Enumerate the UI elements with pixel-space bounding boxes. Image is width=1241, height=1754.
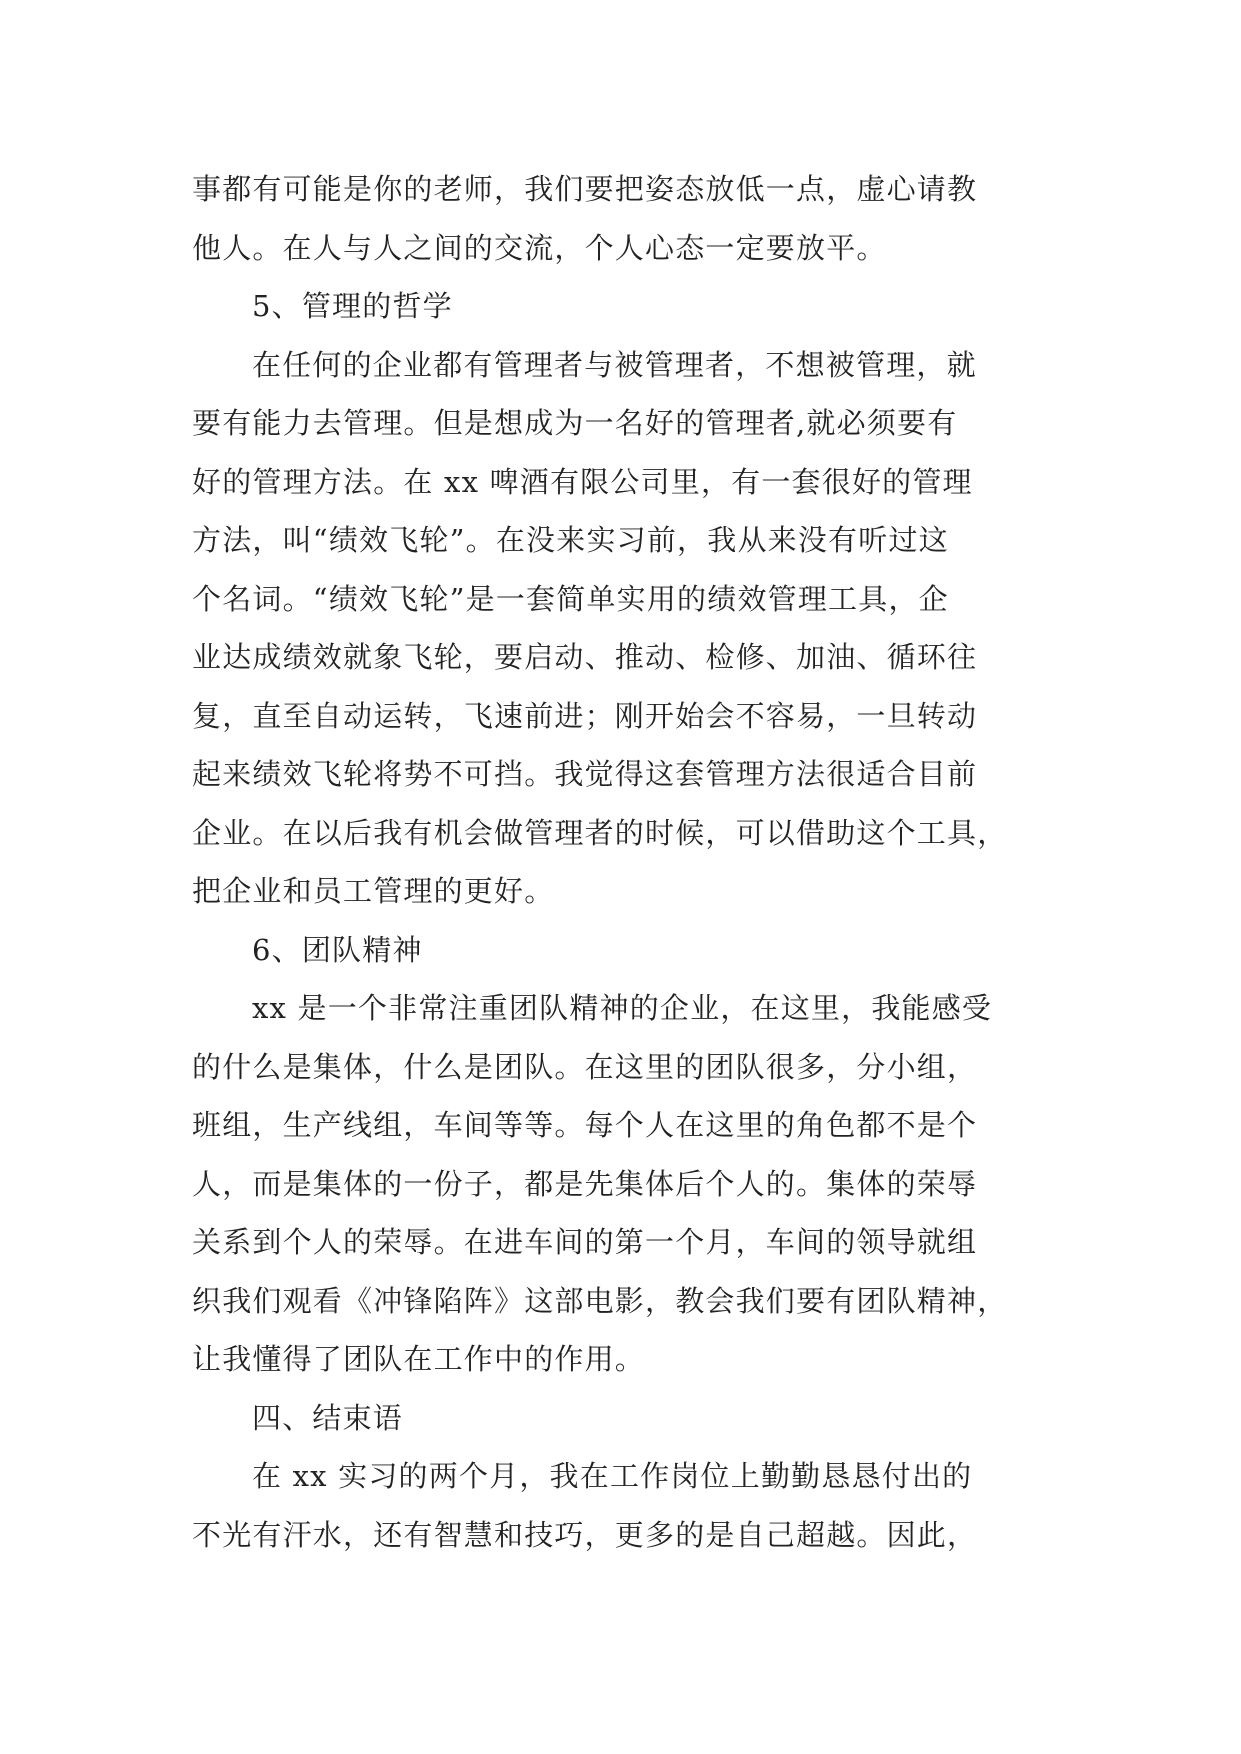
body-line-5: 要有能力去管理。但是想成为一名好的管理者,就必须要有: [192, 406, 958, 440]
section-heading-team-spirit: 6、团队精神: [252, 932, 423, 967]
section-heading-conclusion: 四、结束语: [252, 1400, 404, 1435]
body-line-15: xx 是一个非常注重团队精神的企业，在这里，我能感受: [252, 991, 993, 1025]
body-line-12: 企业。在以后我有机会做管理者的时候，可以借助这个工具，: [192, 815, 1008, 850]
body-line-8: 个名词。“绩效飞轮”是一套简单实用的绩效管理工具，企: [192, 581, 949, 616]
body-line-17: 班组，生产线组，车间等等。每个人在这里的角色都不是个: [192, 1108, 978, 1142]
body-line-21: 让我懂得了团队在工作中的作用。: [192, 1342, 646, 1376]
body-line-10: 复，直至自动运转，飞速前进；刚开始会不容易，一旦转动: [192, 698, 978, 733]
body-line-4: 在任何的企业都有管理者与被管理者，不想被管理，就: [252, 347, 977, 382]
body-line-23: 在 xx 实习的两个月，我在工作岗位上勤勤恳恳付出的: [252, 1459, 973, 1493]
body-line-6: 好的管理方法。在 xx 啤酒有限公司里，有一套很好的管理: [192, 464, 973, 499]
body-line-9: 业达成绩效就象飞轮，要启动、推动、检修、加油、循环往: [192, 640, 978, 674]
body-line-16: 的什么是集体，什么是团队。在这里的团队很多，分小组，: [192, 1049, 978, 1084]
body-line-11: 起来绩效飞轮将势不可挡。我觉得这套管理方法很适合目前: [192, 757, 978, 791]
body-line-24: 不光有汗水，还有智慧和技巧，更多的是自己超越。因此，: [192, 1517, 978, 1552]
body-line-19: 关系到个人的荣辱。在进车间的第一个月，车间的领导就组: [192, 1225, 978, 1259]
section-heading-management-philosophy: 5、管理的哲学: [252, 289, 453, 323]
body-line-2: 他人。在人与人之间的交流，个人心态一定要放平。: [192, 230, 887, 265]
body-line-7: 方法，叫“绩效飞轮”。在没来实习前，我从来没有听过这: [192, 523, 949, 557]
body-line-20: 织我们观看《冲锋陷阵》这部电影，教会我们要有团队精神，: [192, 1283, 1008, 1318]
body-line-18: 人，而是集体的一份子，都是先集体后个人的。集体的荣辱: [192, 1166, 978, 1201]
document-body: [192, 160, 1072, 1564]
body-line-13: 把企业和员工管理的更好。: [192, 874, 555, 908]
body-line-1: 事都有可能是你的老师，我们要把姿态放低一点，虚心请教: [192, 172, 978, 206]
